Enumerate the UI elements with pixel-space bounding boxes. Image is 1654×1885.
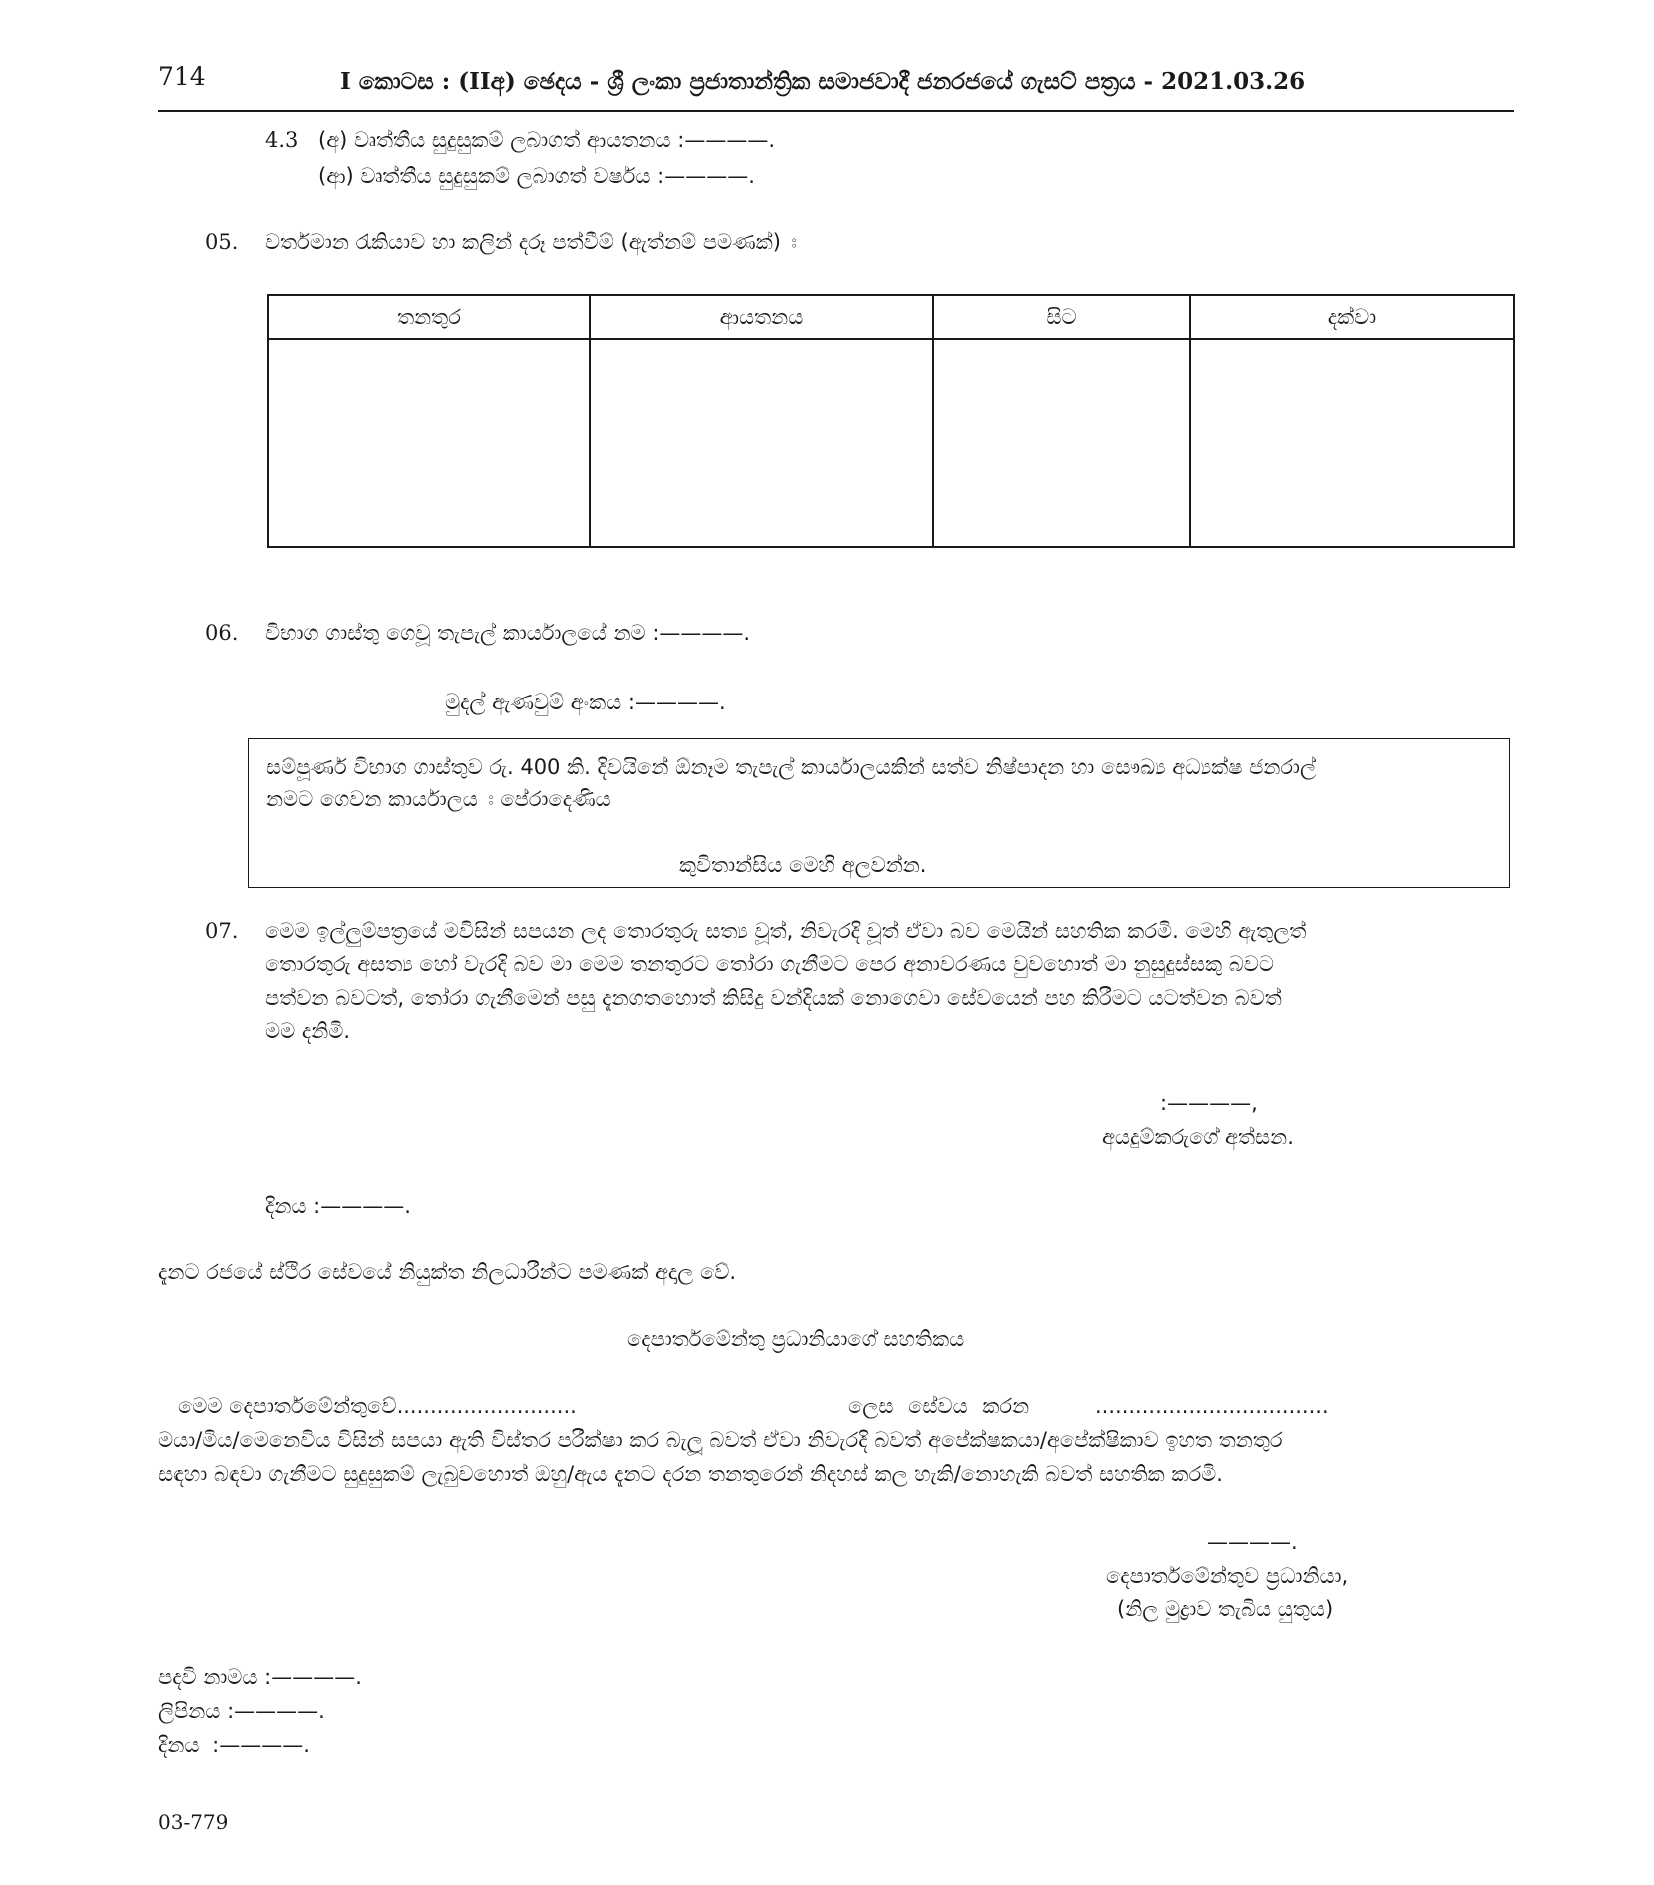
- fee-payment-box: [248, 738, 1510, 888]
- section-05-number: 05.: [205, 230, 239, 254]
- department-head-certificate-title: දෙපාර්තමේන්තු ප්‍රධානියාගේ සහතිකය: [627, 1327, 965, 1351]
- department-head-signature-line: ————.: [1207, 1530, 1298, 1554]
- gazette-reference-number: 03-779: [158, 1810, 229, 1834]
- section-4-3-number: 4.3: [265, 128, 299, 152]
- fee-payment-text-line1: සම්පූර්ණ විභාග ගාස්තුව රු. 400 කි. දිවයිනේ ඕනෑම තැපැල් කාර්යාලයකින් සත්ව නිෂ්පාදන හා සෞඛ්‍ය අධ්‍යක්ෂ ජනරාල්: [266, 755, 1316, 779]
- gazette-header: I කොටස : (IIඅ) ඡෙදය - ශ්‍රී ලංකා ප්‍රජාතාන්ත්‍රික සමාජවාදී ජනරජයේ ගැසට් පත්‍රය - 2021.03.26: [340, 68, 1306, 95]
- from-cell[interactable]: [933, 339, 1190, 547]
- certificate-line-3: සඳහා බඳවා ගැනීමට සුදුසුකම් ලැබුවහොත් ඔහු/ඇය දැනට දරන තනතුරෙන් නිදහස් කල හැකි/නොහැකි බවත් සහතික කරමි.: [158, 1462, 1223, 1486]
- section-06-number: 06.: [205, 621, 239, 645]
- certificate-line-1c: ...................................: [1095, 1394, 1329, 1418]
- column-header-from: සිට: [933, 295, 1190, 339]
- certificate-line-1b: ලෙස සේවය කරන: [848, 1394, 1030, 1418]
- applicant-date-field: දිනය :————.: [265, 1194, 411, 1218]
- institution-cell[interactable]: [590, 339, 933, 547]
- professional-qualification-institute-field: (අ) වෘත්තීය සුදුසුකම් ලබාගත් ආයතනය :————.: [318, 128, 776, 152]
- employment-history-table: [267, 294, 1515, 548]
- employment-history-heading: වර්තමාන රැකියාව හා කලින් දරූ පත්වීම් (ඇත්නම් පමණක්) ඃ: [265, 230, 797, 254]
- receipt-paste-instruction: කුවිතාන්සිය මෙහි අලවන්න.: [679, 853, 927, 877]
- table-header-row: [268, 295, 1514, 339]
- official-seal-note: (නිල මුද්‍රාව තැබිය යුතුය): [1117, 1597, 1334, 1621]
- certificate-date-field: දිනය :————.: [158, 1733, 310, 1757]
- column-header-to: දක්වා: [1190, 295, 1514, 339]
- certificate-line-2: මයා/මිය/මෙනෙවිය විසින් සපයා ඇති විස්තර පරීක්ෂා කර බැලූ බවත් ඒවා නිවැරදි බවත් අපේක්ෂකයා/අපේක්ෂිකාව ඉහත තනතුර: [158, 1428, 1283, 1452]
- professional-qualification-year-field: (ආ) වෘත්තීය සුදුසුකම් ලබාගත් වර්ෂය :————.: [318, 164, 755, 188]
- permanent-officers-note: දැනට රජයේ ස්ථිර සේවයේ නියුක්ත නිලධාරීන්ට පමණක් අදාල වේ.: [158, 1260, 737, 1284]
- declaration-line-3: පත්වන බවටත්, තෝරා ගැනීමෙන් පසු දැනගතහොත් කිසිදු වන්දියක් නොගෙවා සේවයෙන් පහ කිරීමට යටත්වන බවත්: [265, 986, 1282, 1010]
- money-order-number-field: මුදල් ඇණවුම් අංකය :————.: [445, 690, 726, 714]
- to-cell[interactable]: [1190, 339, 1514, 547]
- department-head-label: දෙපාර්තමේන්තුව ප්‍රධානියා,: [1106, 1564, 1349, 1588]
- table-row: [268, 339, 1514, 547]
- post-office-name-field: විභාග ගාස්තු ගෙවූ තැපැල් කාර්යාලයේ නම :————.: [265, 621, 751, 645]
- fee-payment-text-line2: නමට ගෙවන කාර්යාලය ඃ පේරාදෙණිය: [266, 787, 611, 811]
- column-header-institution: ආයතනය: [590, 295, 933, 339]
- declaration-line-2: තොරතුරු අසත්‍ය හෝ වැරදි බව මා මෙම තනතුරට තෝරා ගැනීමට පෙර අනාවරණය වුවහොත් මා නුසුදුස්සකු බවට: [265, 952, 1274, 976]
- applicant-signature-label: අයදුම්කරුගේ අත්සන.: [1102, 1125, 1294, 1149]
- declaration-line-1: මෙම ඉල්ලුම්පත්‍රයේ මවිසින් සපයන ලද තොරතුරු සත්‍ය වූත්, නිවැරදි වූත් ඒවා බව මෙයින් සහතික කරමි. මෙහි ඇතුලත්: [265, 919, 1307, 943]
- designation-field: පදවි නාමය :————.: [158, 1665, 362, 1689]
- section-07-number: 07.: [205, 919, 239, 943]
- declaration-line-4: මම දනිමි.: [265, 1019, 351, 1043]
- applicant-signature-line: :————,: [1160, 1091, 1258, 1115]
- page-number: 714: [158, 62, 206, 91]
- certificate-line-1a: මෙම දෙපාර්තමේන්තුවේ...........................: [178, 1394, 577, 1418]
- address-field: ලිපිනය :————.: [158, 1699, 325, 1723]
- column-header-position: තනතුර: [268, 295, 590, 339]
- position-cell[interactable]: [268, 339, 590, 547]
- header-rule: [158, 110, 1514, 112]
